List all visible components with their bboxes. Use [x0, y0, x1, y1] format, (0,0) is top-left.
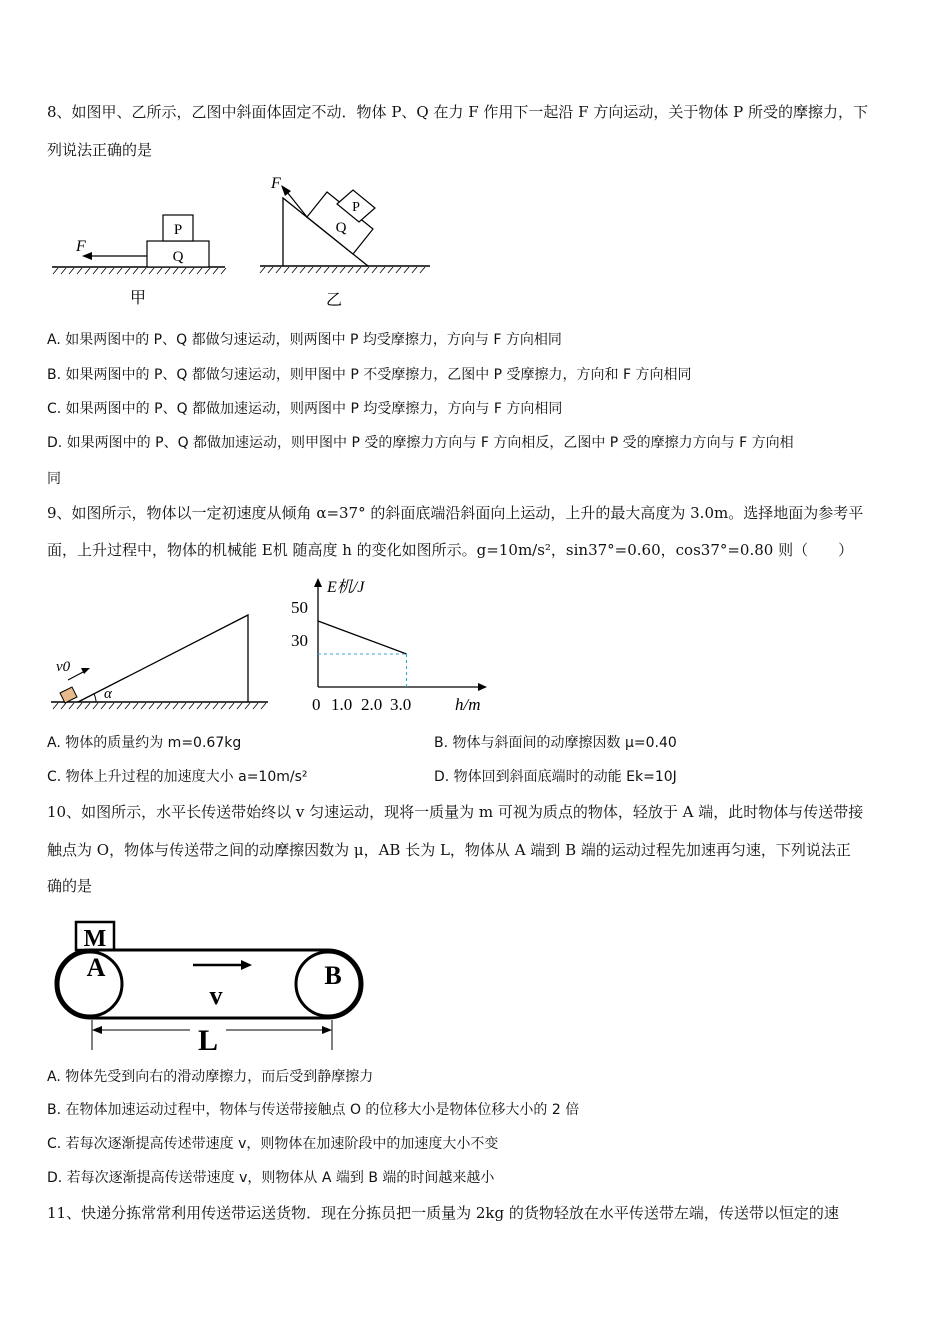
label-force: F	[76, 238, 86, 255]
label-a: A	[86, 953, 106, 982]
q10-stem-line3: 确的是	[47, 877, 93, 895]
q10-option-a: A. 物体先受到向右的滑动摩擦力，而后受到静摩擦力	[47, 1069, 374, 1085]
label-l: L	[197, 1024, 219, 1057]
q10-conveyor-figure	[50, 918, 370, 1058]
q8-figure-yi	[255, 168, 435, 313]
xtick-0: 0	[312, 695, 321, 714]
label-alpha: α	[104, 686, 112, 702]
caption-jia: 甲	[129, 290, 147, 307]
label-m: M	[83, 926, 107, 952]
y-axis-label: E机/J	[327, 579, 365, 596]
q10-option-b: B. 在物体加速运动过程中，物体与传送带接触点 O 的位移大小是物体位移大小的 2 倍	[47, 1102, 580, 1118]
label-p: P	[173, 222, 183, 238]
xtick-3: 3.0	[390, 695, 412, 714]
label-q: Q	[335, 220, 347, 236]
xtick-2: 2.0	[361, 695, 383, 714]
label-b: B	[324, 961, 342, 990]
q8-stem-line1: 8、如图甲、乙所示，乙图中斜面体固定不动．物体 P、Q 在力 F 作用下一起沿 F 方向运动，关于物体 P 所受的摩擦力，下	[47, 103, 868, 121]
label-force: F	[271, 175, 281, 192]
q8-option-b: B. 如果两图中的 P、Q 都做匀速运动，则甲图中 P 不受摩擦力，乙图中 P 受摩擦力，方向和 F 方向相同	[47, 367, 692, 383]
energy-line	[318, 621, 407, 654]
ytick-50: 50	[291, 598, 308, 617]
q8-option-d-line2: 同	[47, 471, 61, 487]
q8-option-d-line1: D. 如果两图中的 P、Q 都做加速运动，则甲图中 P 受的摩擦力方向与 F 方向相反，乙图中 P 受的摩擦力方向与 F 方向相	[47, 435, 794, 451]
q8-option-c: C. 如果两图中的 P、Q 都做加速运动，则两图中 P 均受摩擦力，方向与 F 方向相同	[47, 401, 563, 417]
q8-figure-jia	[50, 205, 230, 310]
q9-option-a: A. 物体的质量约为 m=0.67kg	[47, 735, 242, 751]
q9-energy-graph	[285, 572, 500, 720]
q9-stem-line1: 9、如图所示，物体以一定初速度从倾角 α=37° 的斜面底端沿斜面向上运动，上升的最大高度为 3.0m。选择地面为参考平	[47, 504, 864, 522]
q9-option-c: C. 物体上升过程的加速度大小 a=10m/s²	[47, 769, 308, 785]
q9-option-b: B. 物体与斜面间的动摩擦因数 μ=0.40	[434, 735, 677, 751]
dim-arrow-right-icon	[322, 1026, 332, 1034]
belt-direction-arrow-icon	[241, 960, 252, 970]
q9-incline-figure	[48, 605, 273, 720]
q11-stem-line1: 11、快递分拣常常利用传送带运送货物．现在分拣员把一质量为 2kg 的货物轻放在水平传送带左端，传送带以恒定的速	[47, 1204, 839, 1222]
q9-option-d: D. 物体回到斜面底端时的动能 Ek=10J	[434, 769, 677, 785]
q10-stem-line2: 触点为 O，物体与传送带之间的动摩擦因数为 μ，AB 长为 L，物体从 A 端到 B 端的运动过程先加速再匀速，下列说法正	[47, 841, 851, 859]
q8-stem-line2: 列说法正确的是	[47, 141, 153, 159]
x-axis-label: h/m	[455, 695, 481, 714]
velocity-arrow-icon	[81, 668, 90, 674]
dim-arrow-left-icon	[92, 1026, 102, 1034]
label-q: Q	[172, 249, 184, 265]
label-v: v	[209, 981, 223, 1010]
q10-stem-line1: 10、如图所示，水平长传送带始终以 v 匀速运动，现将一质量为 m 可视为质点的物体，轻放于 A 端，此时物体与传送带接	[47, 803, 864, 821]
q9-stem-line2: 面，上升过程中，物体的机械能 E机 随高度 h 的变化如图所示。g=10m/s²，sin37°=0.60，cos37°=0.80 则（ ）	[47, 541, 854, 559]
caption-yi: 乙	[325, 292, 343, 309]
ytick-30: 30	[291, 631, 308, 650]
block	[60, 687, 77, 703]
q10-option-c: C. 若每次逐渐提高传述带速度 v，则物体在加速阶段中的加速度大小不变	[47, 1136, 499, 1152]
q10-option-d: D. 若每次逐渐提高传送带速度 v，则物体从 A 端到 B 端的时间越来越小	[47, 1170, 495, 1186]
label-v0: v0	[56, 659, 71, 675]
label-p: P	[352, 200, 360, 215]
q8-option-a: A. 如果两图中的 P、Q 都做匀速运动，则两图中 P 均受摩擦力，方向与 F 方向相同	[47, 332, 562, 348]
xtick-1: 1.0	[331, 695, 353, 714]
